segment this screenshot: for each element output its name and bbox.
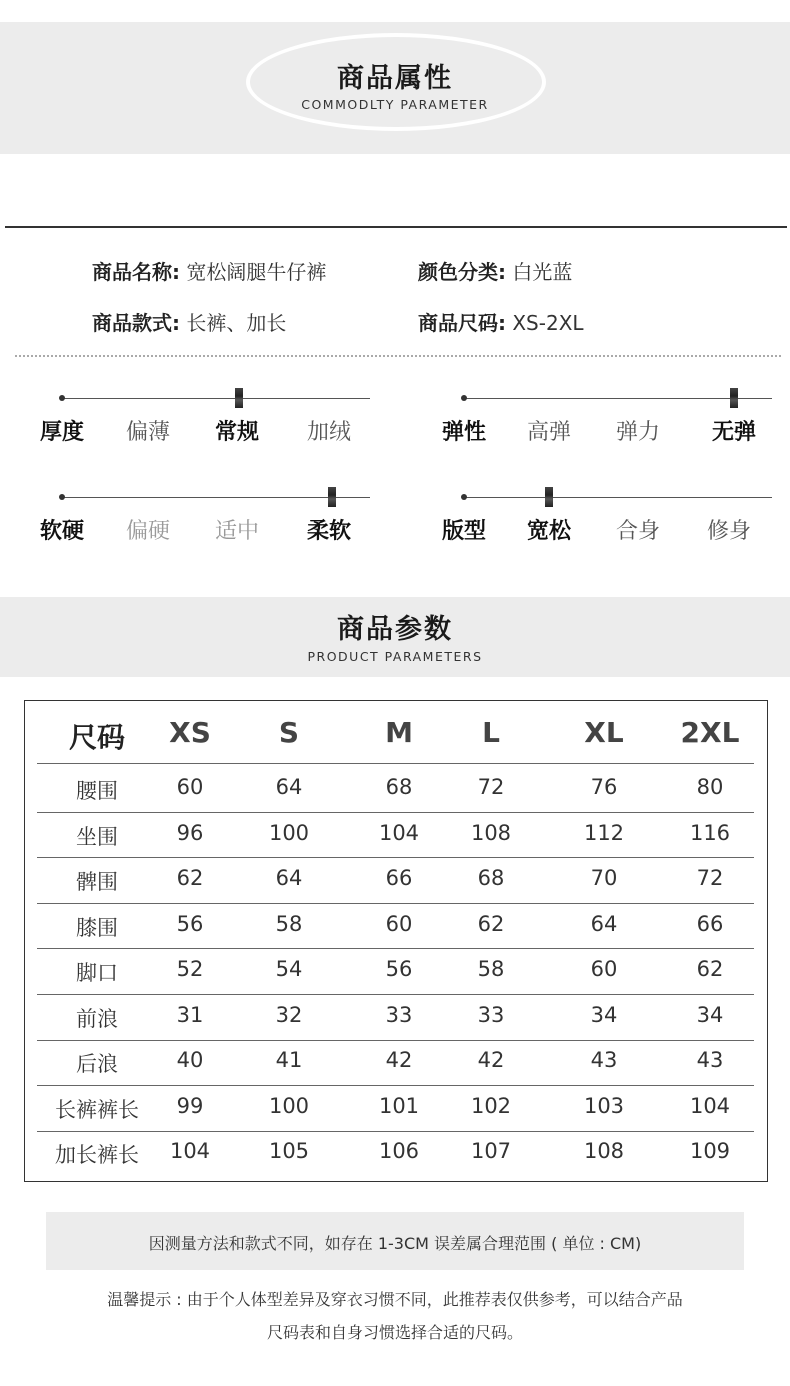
table-row-divider bbox=[37, 812, 754, 813]
table-cell: 105 bbox=[268, 1139, 310, 1163]
table-cell: 64 bbox=[590, 912, 618, 936]
scale-option: 无弹 bbox=[711, 420, 756, 445]
table-header-cell: XL bbox=[584, 716, 624, 749]
table-cell: 62 bbox=[696, 957, 724, 981]
table-cell: 103 bbox=[583, 1094, 625, 1118]
table-row-label: 后浪 bbox=[76, 1052, 118, 1076]
table-cell: 62 bbox=[176, 866, 204, 890]
scale-start-dot bbox=[59, 395, 65, 401]
scale-selected-marker bbox=[328, 487, 336, 507]
table-cell: 104 bbox=[169, 1139, 211, 1163]
table-cell: 70 bbox=[590, 866, 618, 890]
scale-option: 适中 bbox=[214, 519, 259, 544]
scale-option: 合身 bbox=[615, 519, 660, 544]
table-cell: 40 bbox=[176, 1048, 204, 1072]
scale-line bbox=[62, 497, 370, 498]
table-row-label: 腰围 bbox=[76, 779, 118, 803]
scale-start-dot bbox=[59, 494, 65, 500]
scale-name: 弹性 bbox=[442, 420, 487, 445]
table-row-divider bbox=[37, 763, 754, 764]
table-cell: 112 bbox=[583, 821, 625, 845]
scale-start-dot bbox=[461, 494, 467, 500]
table-cell: 72 bbox=[696, 866, 724, 890]
table-row-label: 髀围 bbox=[76, 870, 118, 894]
table-row-label: 长裤裤长 bbox=[55, 1098, 139, 1122]
scale-selected-marker bbox=[545, 487, 553, 507]
attr-style: 商品款式: 长裤、加长 bbox=[92, 311, 287, 335]
table-row-label: 加长裤长 bbox=[55, 1143, 139, 1167]
table-cell: 60 bbox=[385, 912, 413, 936]
table-cell: 108 bbox=[583, 1139, 625, 1163]
scale-line bbox=[62, 398, 370, 399]
scale-option: 弹力 bbox=[615, 420, 660, 445]
table-cell: 34 bbox=[590, 1003, 618, 1027]
parameters-title: 商品参数 bbox=[337, 614, 453, 645]
table-row-divider bbox=[37, 1131, 754, 1132]
table-header-cell: L bbox=[482, 716, 500, 749]
table-cell: 58 bbox=[275, 912, 303, 936]
commodity-subtitle: COMMODLTY PARAMETER bbox=[301, 97, 489, 112]
table-row-label: 前浪 bbox=[76, 1007, 118, 1031]
table-cell: 99 bbox=[176, 1094, 204, 1118]
table-cell: 107 bbox=[470, 1139, 512, 1163]
tip-line-2: 尺码表和自身习惯选择合适的尺码。 bbox=[266, 1323, 523, 1342]
table-cell: 72 bbox=[477, 775, 505, 799]
table-row-divider bbox=[37, 994, 754, 995]
table-row-divider bbox=[37, 857, 754, 858]
table-cell: 64 bbox=[275, 775, 303, 799]
table-cell: 108 bbox=[470, 821, 512, 845]
table-cell: 34 bbox=[696, 1003, 724, 1027]
table-cell: 56 bbox=[176, 912, 204, 936]
table-cell: 109 bbox=[689, 1139, 731, 1163]
table-cell: 100 bbox=[268, 821, 310, 845]
table-cell: 43 bbox=[590, 1048, 618, 1072]
table-header-cell: XS bbox=[169, 716, 211, 749]
table-cell: 33 bbox=[477, 1003, 505, 1027]
table-cell: 68 bbox=[385, 775, 413, 799]
table-cell: 54 bbox=[275, 957, 303, 981]
table-cell: 80 bbox=[696, 775, 724, 799]
table-cell: 52 bbox=[176, 957, 204, 981]
table-header-cell: M bbox=[385, 716, 413, 749]
table-row-label: 脚口 bbox=[76, 961, 118, 985]
table-header-cell: S bbox=[278, 716, 300, 749]
measurement-note: 因测量方法和款式不同，如存在 1-3CM 误差属合理范围 ( 单位 : CM) bbox=[148, 1234, 642, 1253]
table-cell: 43 bbox=[696, 1048, 724, 1072]
table-row-divider bbox=[37, 903, 754, 904]
attr-size: 商品尺码: XS-2XL bbox=[418, 311, 584, 335]
scale-option: 修身 bbox=[706, 519, 751, 544]
scale-start-dot bbox=[461, 395, 467, 401]
table-row-divider bbox=[37, 948, 754, 949]
attr-color: 颜色分类: 白光蓝 bbox=[418, 260, 573, 284]
divider bbox=[5, 226, 787, 228]
table-header-cell: 2XL bbox=[680, 716, 740, 749]
tip-line-1: 温馨提示 : 由于个人体型差异及穿衣习惯不同，此推荐表仅供参考，可以结合产品 bbox=[107, 1290, 683, 1309]
table-cell: 76 bbox=[590, 775, 618, 799]
scale-option: 加绒 bbox=[306, 420, 351, 445]
table-cell: 66 bbox=[385, 866, 413, 890]
scale-option: 宽松 bbox=[526, 519, 571, 544]
scale-option: 高弹 bbox=[526, 420, 571, 445]
scale-option: 柔软 bbox=[306, 519, 351, 544]
table-cell: 102 bbox=[470, 1094, 512, 1118]
table-row-divider bbox=[37, 1040, 754, 1041]
scale-line bbox=[464, 398, 772, 399]
table-cell: 42 bbox=[385, 1048, 413, 1072]
table-row-label: 膝围 bbox=[76, 916, 118, 940]
table-row-divider bbox=[37, 1085, 754, 1086]
scale-option: 常规 bbox=[214, 420, 259, 445]
table-header-cell: 尺码 bbox=[68, 721, 125, 754]
table-cell: 106 bbox=[378, 1139, 420, 1163]
scale-name: 版型 bbox=[442, 519, 487, 544]
scale-name: 厚度 bbox=[40, 420, 85, 445]
table-cell: 41 bbox=[275, 1048, 303, 1072]
table-cell: 42 bbox=[477, 1048, 505, 1072]
table-cell: 101 bbox=[378, 1094, 420, 1118]
table-cell: 60 bbox=[590, 957, 618, 981]
attr-product-name: 商品名称: 宽松阔腿牛仔裤 bbox=[92, 260, 327, 284]
commodity-title: 商品属性 bbox=[337, 63, 453, 94]
scale-selected-marker bbox=[730, 388, 738, 408]
table-cell: 104 bbox=[378, 821, 420, 845]
table-cell: 31 bbox=[176, 1003, 204, 1027]
table-cell: 68 bbox=[477, 866, 505, 890]
scale-selected-marker bbox=[235, 388, 243, 408]
table-cell: 104 bbox=[689, 1094, 731, 1118]
table-cell: 58 bbox=[477, 957, 505, 981]
scale-line bbox=[464, 497, 772, 498]
dotted-divider bbox=[15, 355, 781, 357]
table-cell: 96 bbox=[176, 821, 204, 845]
table-cell: 60 bbox=[176, 775, 204, 799]
table-cell: 56 bbox=[385, 957, 413, 981]
table-cell: 100 bbox=[268, 1094, 310, 1118]
table-cell: 64 bbox=[275, 866, 303, 890]
scale-option: 偏硬 bbox=[125, 519, 170, 544]
table-cell: 33 bbox=[385, 1003, 413, 1027]
scale-option: 偏薄 bbox=[125, 420, 170, 445]
table-cell: 62 bbox=[477, 912, 505, 936]
table-cell: 32 bbox=[275, 1003, 303, 1027]
table-cell: 116 bbox=[689, 821, 731, 845]
table-cell: 66 bbox=[696, 912, 724, 936]
scale-name: 软硬 bbox=[40, 519, 85, 544]
table-row-label: 坐围 bbox=[76, 825, 118, 849]
parameters-subtitle: PRODUCT PARAMETERS bbox=[307, 649, 483, 664]
